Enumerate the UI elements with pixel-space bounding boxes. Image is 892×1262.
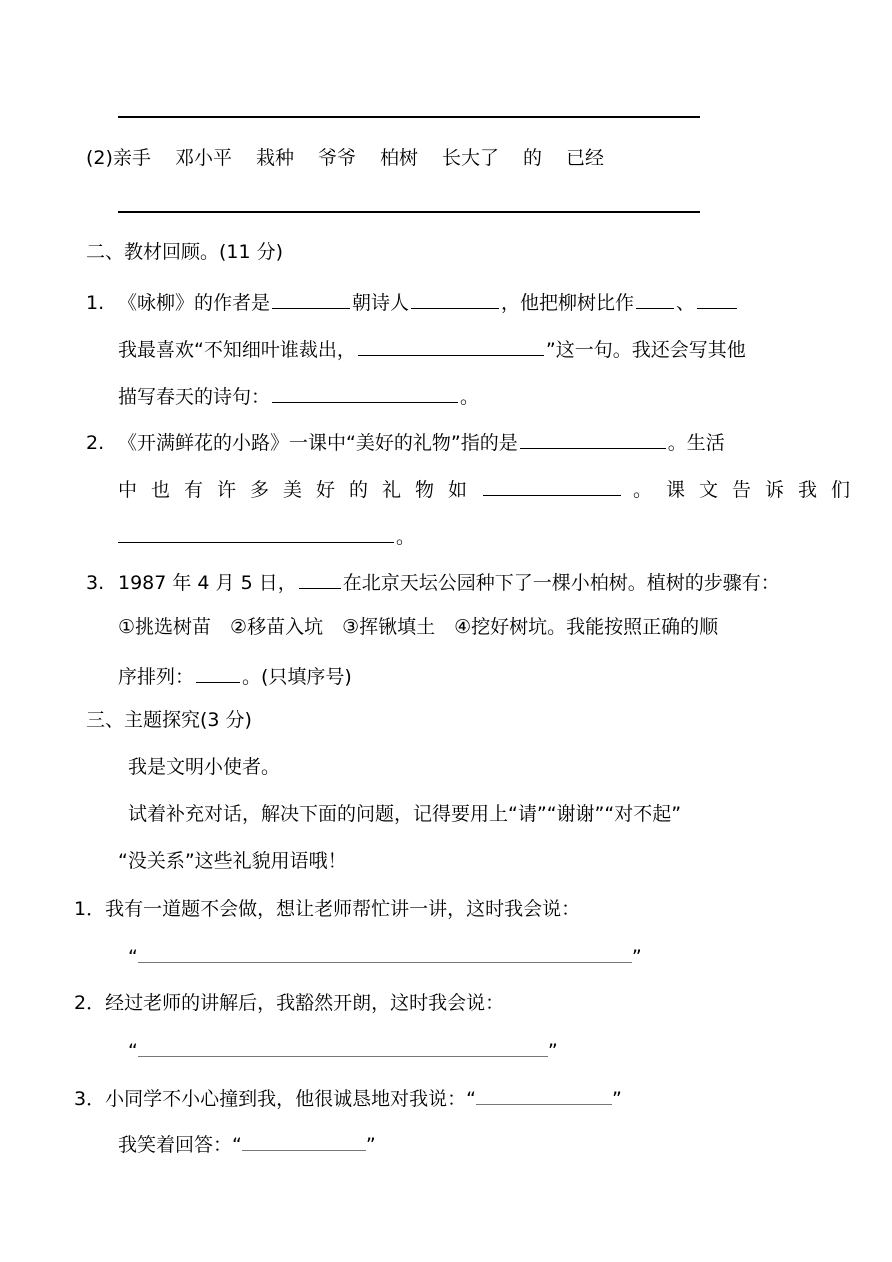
item-3-line-3: 序排列： 。(只填序号) [118, 660, 352, 691]
dialog-question-1: 1．我有一道题不会做，想让老师帮忙讲一讲，这时我会说： [74, 898, 581, 920]
dialog-question-2: 2．经过老师的讲解后，我豁然开朗，这时我会说： [74, 992, 505, 1014]
item-2-line-2: 中也有许多美好的礼物如 。课文告诉我们 [118, 473, 864, 504]
word: 已经 [566, 147, 605, 169]
blank-metaphor-2[interactable] [697, 286, 737, 309]
word: 的 [523, 147, 543, 169]
answer-blank-2[interactable] [138, 1034, 548, 1057]
item-1-line-1: 1. 《咏柳》的作者是 朝诗人 ，他把柳树比作 、 [86, 286, 739, 317]
item-number: 2. [86, 432, 105, 454]
item-number: 1. [86, 292, 105, 314]
answer-line-2 [118, 211, 700, 213]
dialog-answer-2: “ ” [128, 1034, 558, 1065]
item-2-line-3: 。 [118, 520, 415, 551]
section-3-heading: 三、主题探究(3 分) [86, 709, 252, 731]
question-2-words [86, 144, 604, 172]
blank-person[interactable] [299, 566, 341, 589]
question-label: (2) [86, 147, 113, 169]
section-2-heading: 二、教材回顾。(11 分) [86, 241, 284, 263]
blank-order[interactable] [196, 660, 240, 683]
section-3-intro-2: 试着补充对话，解决下面的问题，记得要用上“请”“谢谢”“对不起” [128, 803, 682, 825]
word: 邓小平 [174, 147, 232, 169]
item-number: 3. [86, 572, 105, 594]
answer-line-1 [118, 116, 700, 118]
item-1-line-2: 我最喜欢“不知细叶谁裁出， ”这一句。我还会写其他 [118, 333, 746, 364]
section-3-intro-1: 我是文明小使者。 [128, 756, 281, 778]
section-3-intro-3: “没关系”这些礼貌用语哦！ [118, 850, 347, 872]
dialog-question-3: 3．小同学不小心撞到我，他很诚恳地对我说：“ ” [74, 1082, 622, 1113]
dialog-reply-3: 我笑着回答：“ ” [118, 1128, 376, 1159]
answer-blank-4[interactable] [242, 1128, 366, 1151]
item-number: 2． [74, 992, 106, 1014]
blank-gift-meaning[interactable] [520, 426, 666, 449]
blank-gift-examples[interactable] [483, 473, 621, 496]
blank-metaphor-1[interactable] [636, 286, 674, 309]
item-2-line-1: 2. 《开满鲜花的小路》一课中“美好的礼物”指的是 。生活 [86, 426, 725, 457]
item-1-line-3: 描写春天的诗句： 。 [118, 380, 479, 411]
dialog-answer-1: “ ” [128, 940, 642, 971]
blank-poet[interactable] [411, 286, 499, 309]
item-number: 3． [74, 1088, 106, 1110]
blank-spring-poem[interactable] [272, 380, 458, 403]
item-3-line-2: ①挑选树苗 ②移苗入坑 ③挥锹填土 ④挖好树坑。我能按照正确的顺 [118, 616, 719, 638]
blank-poem-line[interactable] [358, 333, 544, 356]
word: 亲手 [112, 147, 151, 169]
word: 柏树 [379, 147, 418, 169]
item-number: 1． [74, 898, 106, 920]
blank-dynasty[interactable] [272, 286, 350, 309]
word: 栽种 [255, 147, 294, 169]
answer-blank-3[interactable] [476, 1082, 612, 1105]
answer-blank-1[interactable] [138, 940, 632, 963]
word: 爷爷 [317, 147, 356, 169]
blank-lesson[interactable] [118, 520, 394, 543]
word: 长大了 [442, 147, 500, 169]
item-3-line-1: 3. 1987 年 4 月 5 日， 在北京天坛公园种下了一棵小柏树。植树的步骤有： [86, 566, 780, 597]
